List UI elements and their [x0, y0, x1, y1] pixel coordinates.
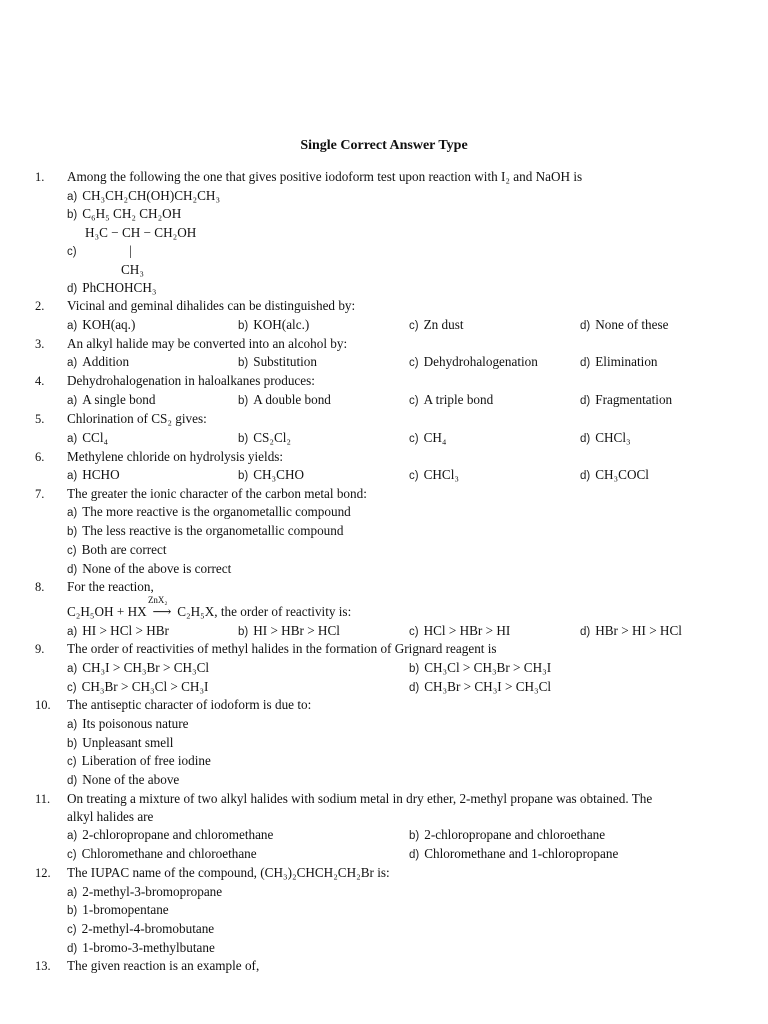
- option-label: b): [409, 830, 420, 842]
- option-label: a): [67, 191, 78, 203]
- option-label: b): [67, 209, 78, 221]
- option-text: A triple bond: [423, 392, 494, 407]
- question-text: Among the following the one that gives positive iodoform test upon reaction with I₂ and NaOH is: [67, 169, 583, 184]
- option-a[interactable]: [67, 316, 135, 335]
- reaction-products: C₂H₅X, the order of reactivity is:: [177, 604, 352, 619]
- option-a[interactable]: [67, 466, 120, 485]
- option-text: 1-bromopentane: [82, 902, 169, 917]
- option-text: Unpleasant smell: [82, 735, 174, 750]
- option-c[interactable]: [409, 391, 493, 410]
- option-label: b): [67, 738, 78, 750]
- option-label: b): [238, 626, 249, 638]
- option-text: CHCl₃: [595, 430, 631, 445]
- option-b[interactable]: [67, 901, 169, 920]
- option-label: d): [409, 682, 420, 694]
- question-number: 1.: [35, 170, 45, 184]
- option-b[interactable]: [238, 466, 304, 485]
- option-a[interactable]: [67, 187, 220, 206]
- option-label: c): [409, 357, 419, 369]
- question-text: Chlorination of CS₂ gives:: [67, 411, 207, 426]
- option-label: c): [67, 545, 77, 557]
- option-label: d): [67, 564, 78, 576]
- option-text: KOH(alc.): [253, 317, 310, 332]
- option-b[interactable]: [67, 734, 173, 753]
- option-label: c): [409, 470, 419, 482]
- option-text: Zn dust: [423, 317, 464, 332]
- option-text: Both are correct: [81, 542, 167, 557]
- option-text: None of the above is correct: [82, 561, 232, 576]
- option-b[interactable]: [409, 826, 605, 845]
- option-text: CH₃Cl > CH₃Br > CH₃I: [424, 660, 552, 675]
- option-label: d): [409, 849, 420, 861]
- question-text-continued: alkyl halides are: [67, 809, 154, 824]
- option-text: Elimination: [595, 354, 658, 369]
- arrow-icon: ⟶: [152, 604, 172, 619]
- option-a[interactable]: [67, 715, 188, 734]
- question-text: The order of reactivities of methyl halides in the formation of Grignard reagent is: [67, 641, 497, 656]
- option-label: a): [67, 395, 78, 407]
- option-b[interactable]: [238, 316, 309, 335]
- option-d[interactable]: [580, 353, 658, 372]
- reaction-reactants: C₂H₅OH + HX: [67, 604, 147, 619]
- option-c[interactable]: [409, 622, 510, 641]
- option-label: d): [580, 320, 591, 332]
- option-text: CH₃CH₂CH(OH)CH₂CH₃: [82, 188, 221, 203]
- option-label: d): [67, 943, 78, 955]
- option-text: 2-methyl-3-bromopropane: [82, 884, 223, 899]
- option-d[interactable]: [580, 429, 631, 448]
- option-d[interactable]: [409, 845, 618, 864]
- option-c[interactable]: [67, 920, 214, 939]
- option-label: d): [580, 626, 591, 638]
- option-b[interactable]: [238, 429, 291, 448]
- option-a[interactable]: [67, 826, 273, 845]
- option-c[interactable]: [409, 353, 538, 372]
- question-text: Vicinal and geminal dihalides can be distinguished by:: [67, 298, 356, 313]
- question-text: The IUPAC name of the compound, (CH₃)₂CHCH₂CH₂Br is:: [67, 865, 390, 880]
- question-number: 6.: [35, 450, 45, 464]
- option-text: C₆H₅ CH₂ CH₂OH: [82, 206, 182, 221]
- option-label: a): [67, 663, 78, 675]
- option-text: A single bond: [82, 392, 156, 407]
- option-text: Addition: [82, 354, 130, 369]
- option-text: CH₃Br > CH₃I > CH₃Cl: [424, 679, 552, 694]
- option-c[interactable]: [67, 678, 208, 697]
- option-c[interactable]: [409, 429, 447, 448]
- option-a[interactable]: [67, 503, 351, 522]
- option-d[interactable]: [67, 279, 156, 298]
- option-text: 2-chloropropane and chloromethane: [82, 827, 274, 842]
- option-label: a): [67, 626, 78, 638]
- option-label: a): [67, 887, 78, 899]
- option-text: Liberation of free iodine: [81, 753, 211, 768]
- option-text: 1-bromo-3-methylbutane: [82, 940, 215, 955]
- section-heading: Single Correct Answer Type: [300, 138, 468, 153]
- question-text: Methylene chloride on hydrolysis yields:: [67, 449, 284, 464]
- option-text: CH₃COCl: [595, 467, 649, 482]
- question-text: An alkyl halide may be converted into an alcohol by:: [67, 336, 348, 351]
- option-d[interactable]: [67, 939, 215, 958]
- option-text: CH₃Br > CH₃Cl > CH₃I: [81, 679, 209, 694]
- option-text: KOH(aq.): [82, 317, 136, 332]
- option-label: b): [67, 905, 78, 917]
- question-text: On treating a mixture of two alkyl halides with sodium metal in dry ether, 2-methyl propane was obtained. The: [67, 791, 653, 806]
- option-text: The more reactive is the organometallic compound: [82, 504, 351, 519]
- option-a[interactable]: [67, 659, 209, 678]
- option-label: c): [409, 433, 419, 445]
- option-label: d): [580, 433, 591, 445]
- option-label: b): [238, 433, 249, 445]
- option-d[interactable]: [67, 560, 231, 579]
- option-text: CCl₄: [82, 430, 109, 445]
- option-text: None of the above: [82, 772, 180, 787]
- option-label: b): [238, 320, 249, 332]
- option-text: CHCl₃: [423, 467, 459, 482]
- option-text: 2-chloropropane and chloroethane: [424, 827, 606, 842]
- option-text: HCl > HBr > HI: [423, 623, 511, 638]
- question-number: 2.: [35, 299, 45, 313]
- question-number: 7.: [35, 487, 45, 501]
- option-label: c): [67, 924, 77, 936]
- option-label: c): [67, 682, 77, 694]
- option-label: b): [238, 470, 249, 482]
- option-label: c): [409, 320, 419, 332]
- option-label: b): [238, 395, 249, 407]
- option-c[interactable]: [409, 316, 464, 335]
- option-text: Chloromethane and 1-chloropropane: [424, 846, 619, 861]
- option-text: The less reactive is the organometallic compound: [82, 523, 344, 538]
- question-number: 4.: [35, 374, 45, 388]
- option-a[interactable]: [67, 353, 129, 372]
- question-number: 9.: [35, 642, 45, 656]
- option-d[interactable]: [580, 391, 672, 410]
- option-c[interactable]: [67, 752, 211, 771]
- option-d[interactable]: [580, 316, 668, 335]
- option-a[interactable]: [67, 622, 169, 641]
- option-text: HCHO: [82, 467, 120, 482]
- option-label: d): [580, 357, 591, 369]
- option-text: Fragmentation: [595, 392, 673, 407]
- option-label: b): [238, 357, 249, 369]
- option-text: HI > HBr > HCl: [253, 623, 340, 638]
- option-text: CH₄: [423, 430, 447, 445]
- option-label: a): [67, 357, 78, 369]
- option-label: d): [580, 470, 591, 482]
- option-text: PhCHOHCH₃: [82, 280, 157, 295]
- reaction-arrow: [147, 595, 174, 621]
- option-c-bond: |: [129, 243, 132, 258]
- option-label: a): [67, 507, 78, 519]
- question-text: For the reaction,: [67, 579, 154, 594]
- option-a[interactable]: [67, 883, 222, 902]
- option-label: b): [67, 526, 78, 538]
- question-number: 10.: [35, 698, 51, 712]
- option-b[interactable]: [67, 205, 181, 224]
- option-label: d): [67, 283, 78, 295]
- option-text: A double bond: [253, 392, 331, 407]
- option-label: c): [67, 756, 77, 768]
- option-text: Chloromethane and chloroethane: [81, 846, 257, 861]
- option-text: HI > HCl > HBr: [82, 623, 169, 638]
- option-text: 2-methyl-4-bromobutane: [81, 921, 215, 936]
- question-number: 8.: [35, 580, 45, 594]
- option-d[interactable]: [580, 466, 649, 485]
- option-label: d): [67, 775, 78, 787]
- option-label: a): [67, 470, 78, 482]
- option-text: CH₃CHO: [253, 467, 304, 482]
- option-d[interactable]: [580, 622, 682, 641]
- option-d[interactable]: [67, 771, 179, 790]
- option-label: c): [409, 395, 419, 407]
- option-c-structure-line3: CH₃: [121, 262, 144, 277]
- option-label: b): [409, 663, 420, 675]
- option-label: d): [580, 395, 591, 407]
- question-number: 3.: [35, 337, 45, 351]
- option-text: Its poisonous nature: [82, 716, 189, 731]
- option-b[interactable]: [409, 659, 551, 678]
- option-text: CH₃I > CH₃Br > CH₃Cl: [82, 660, 210, 675]
- option-label: c): [67, 246, 77, 258]
- question-text: The given reaction is an example of,: [67, 958, 260, 973]
- option-label: a): [67, 830, 78, 842]
- option-a[interactable]: [67, 429, 108, 448]
- question-text: The greater the ionic character of the carbon metal bond:: [67, 486, 367, 501]
- option-a[interactable]: [67, 391, 156, 410]
- question-number: 13.: [35, 959, 51, 973]
- option-b[interactable]: [238, 353, 317, 372]
- option-b[interactable]: [238, 622, 340, 641]
- option-label: c): [67, 849, 77, 861]
- option-c[interactable]: [67, 845, 257, 864]
- question-number: 11.: [35, 792, 51, 806]
- option-c-structure-line1: H₃C − CH − CH₂OH: [85, 225, 197, 240]
- question-text: The antiseptic character of iodoform is due to:: [67, 697, 312, 712]
- option-label: a): [67, 719, 78, 731]
- reaction-arrow-label: ZnX₂: [147, 595, 168, 605]
- question-number: 12.: [35, 866, 51, 880]
- option-label: a): [67, 320, 78, 332]
- option-label: c): [409, 626, 419, 638]
- option-c[interactable]: [409, 466, 459, 485]
- option-c[interactable]: [67, 541, 167, 560]
- reaction-equation: [67, 595, 352, 621]
- option-b[interactable]: [67, 522, 343, 541]
- option-text: Dehydrohalogenation: [423, 354, 538, 369]
- option-text: Substitution: [253, 354, 317, 369]
- option-text: CS₂Cl₂: [253, 430, 292, 445]
- option-c[interactable]: [67, 242, 82, 261]
- option-text: None of these: [595, 317, 669, 332]
- question-number: 5.: [35, 412, 45, 426]
- option-label: a): [67, 433, 78, 445]
- option-b[interactable]: [238, 391, 331, 410]
- option-d[interactable]: [409, 678, 551, 697]
- option-text: HBr > HI > HCl: [595, 623, 682, 638]
- question-text: Dehydrohalogenation in haloalkanes produces:: [67, 373, 315, 388]
